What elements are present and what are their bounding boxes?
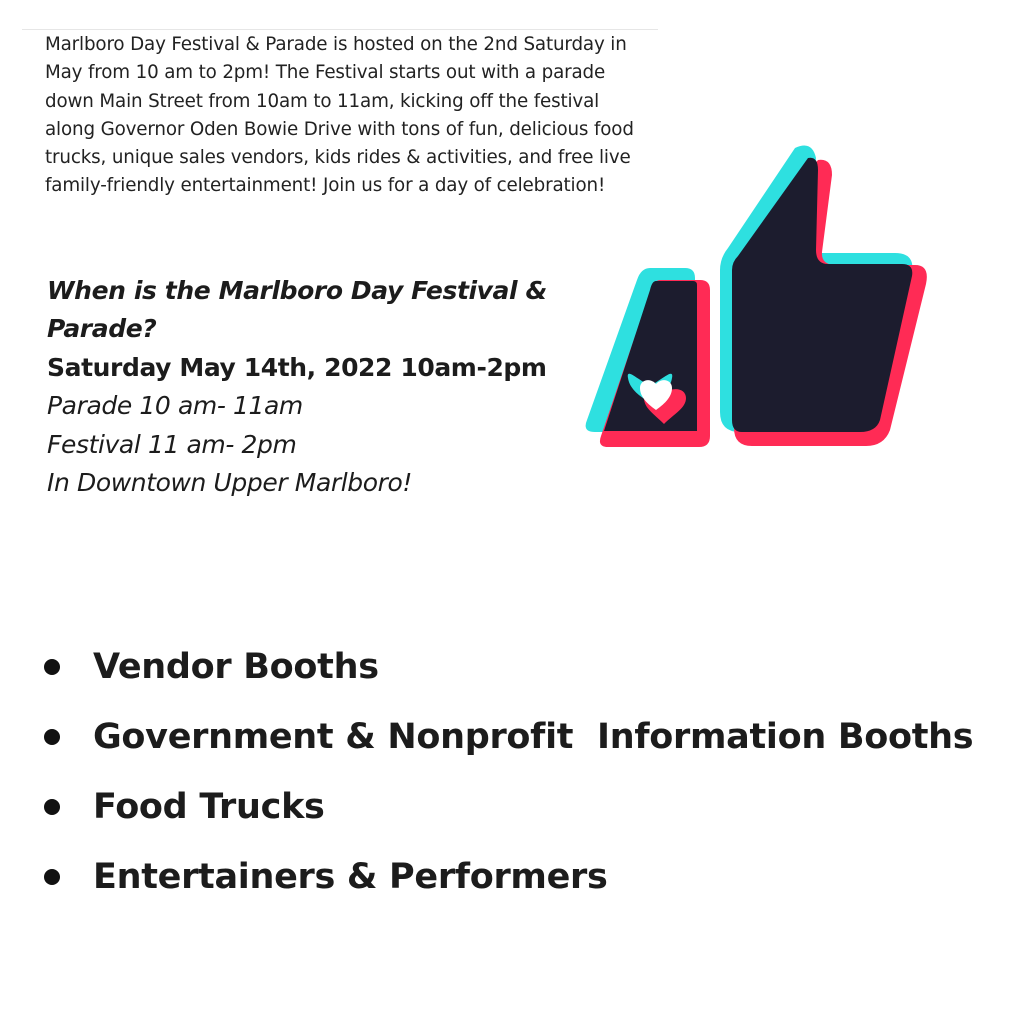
when-question: When is the Marlboro Day Festival & Parade?: [47, 276, 547, 343]
top-divider: [22, 29, 658, 30]
list-item: Entertainers & Performers: [40, 842, 973, 912]
intro-paragraph: Marlboro Day Festival & Parade is hosted on the 2nd Saturday in May from 10 am to 2pm! The Festival starts out with a parade down Main Street from 10am to 11am, kicking off the festival along Governor Oden Bowie Drive with tons of fun, delicious food trucks, unique sales vendors, kids rides & activities, and free live family-friendly entertainment! Join us for a day of celebration!: [45, 34, 634, 197]
event-date: Saturday May 14th, 2022 10am-2pm: [47, 353, 547, 382]
event-details: [47, 272, 567, 503]
bullet-icon: [44, 729, 60, 745]
list-item: Vendor Booths: [40, 632, 973, 702]
event-location: In Downtown Upper Marlboro!: [47, 468, 413, 497]
feature-list: [40, 632, 973, 912]
bullet-icon: [44, 659, 60, 675]
list-item: Government & Nonprofit Information Booths: [40, 702, 973, 772]
festival-time: Festival 11 am- 2pm: [47, 429, 297, 459]
parade-time: Parade 10 am- 11am: [47, 391, 303, 420]
bullet-icon: [44, 799, 60, 815]
bullet-icon: [44, 869, 60, 885]
list-item: Food Trucks: [40, 772, 973, 842]
thumbs-up-icon: [580, 140, 940, 460]
